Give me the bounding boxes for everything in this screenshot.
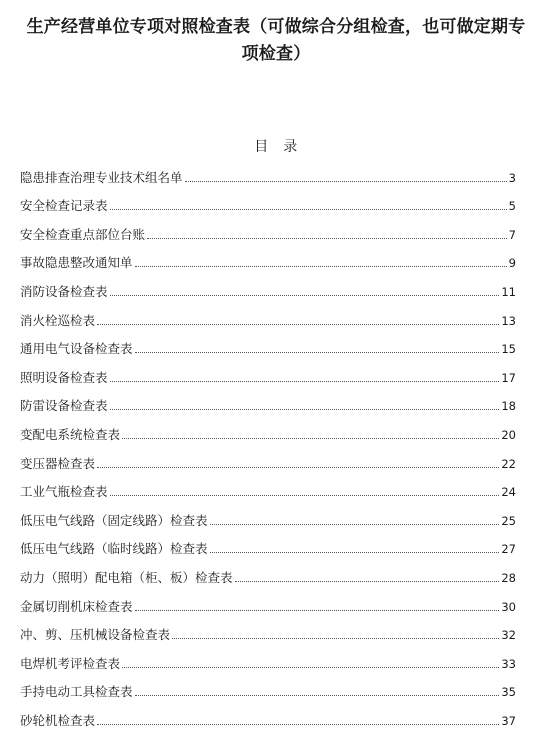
toc-entry-page-number: 24: [501, 485, 516, 500]
toc-entry-label: 动力（照明）配电箱（柜、板）检查表: [20, 569, 233, 585]
dot-leader: [185, 181, 507, 182]
document-title: 生产经营单位专项对照检查表（可做综合分组检查，也可做定期专项检查）: [26, 17, 526, 64]
toc-entry-page-number: 18: [501, 399, 516, 414]
toc-entry-page-number: 28: [501, 570, 516, 585]
toc-entry[interactable]: [20, 415, 516, 444]
toc-entry[interactable]: [20, 673, 516, 702]
toc-entry-label: 砂轮机检查表: [20, 712, 96, 728]
toc-entry-page-number: 17: [501, 370, 516, 385]
toc-entry[interactable]: [20, 501, 516, 530]
toc-entry-page-number: 27: [501, 542, 516, 557]
toc-entry-label: 事故隐患整改通知单: [20, 255, 133, 271]
toc-entry-label: 电焊机考评检查表: [20, 655, 121, 671]
toc-entry-page-number: 25: [501, 513, 516, 528]
dot-leader: [122, 667, 499, 668]
toc-entry-page-number: 7: [508, 227, 516, 242]
toc-entry-label: 通用电气设备检查表: [20, 341, 133, 357]
dot-leader: [135, 352, 500, 353]
toc-entry-page-number: 32: [501, 628, 516, 643]
dot-leader: [110, 409, 500, 410]
toc-entry-label: 安全检查记录表: [20, 198, 108, 214]
toc-entry-page-number: 15: [501, 342, 516, 357]
dot-leader: [147, 238, 507, 239]
dot-leader: [135, 695, 500, 696]
dot-leader: [172, 638, 499, 639]
toc-entry-label: 工业气瓶检查表: [20, 484, 108, 500]
dot-leader: [235, 581, 500, 582]
toc-entry[interactable]: [20, 272, 516, 301]
toc-entry-label: 安全检查重点部位台账: [20, 226, 146, 242]
dot-leader: [97, 467, 499, 468]
toc-entry[interactable]: [20, 158, 516, 187]
toc-entry-label: 低压电气线路（固定线路）检查表: [20, 512, 208, 528]
toc-entry[interactable]: [20, 387, 516, 416]
toc-entry-page-number: 37: [501, 713, 516, 728]
toc-entry[interactable]: [20, 558, 516, 587]
toc-entry[interactable]: [20, 587, 516, 616]
toc-entry[interactable]: [20, 530, 516, 559]
toc-entry-label: 冲、剪、压机械设备检查表: [20, 627, 171, 643]
toc-entry-page-number: 33: [501, 656, 516, 671]
dot-leader: [110, 495, 500, 496]
toc-entry-label: 消防设备检查表: [20, 283, 108, 299]
toc-entry-label: 变配电系统检查表: [20, 426, 121, 442]
toc-heading: 目 录: [254, 139, 298, 155]
dot-leader: [210, 524, 500, 525]
toc-entry-page-number: 9: [508, 256, 516, 271]
dot-leader: [110, 209, 507, 210]
toc-entry-label: 照明设备检查表: [20, 369, 108, 385]
toc-entry[interactable]: [20, 444, 516, 473]
toc-entry-label: 低压电气线路（临时线路）检查表: [20, 541, 208, 557]
toc-entry-page-number: 13: [501, 313, 516, 328]
toc-entry[interactable]: [20, 244, 516, 273]
toc-entry-label: 金属切削机床检查表: [20, 598, 133, 614]
toc-entry[interactable]: [20, 187, 516, 216]
dot-leader: [97, 724, 499, 725]
toc-entry-page-number: 20: [501, 427, 516, 442]
table-of-contents: [20, 158, 516, 730]
toc-entry-page-number: 5: [508, 199, 516, 214]
toc-entry[interactable]: [20, 616, 516, 645]
toc-entry[interactable]: [20, 644, 516, 673]
dot-leader: [135, 610, 500, 611]
toc-entry-page-number: 22: [501, 456, 516, 471]
dot-leader: [135, 266, 507, 267]
dot-leader: [110, 295, 500, 296]
toc-entry-label: 防雷设备检查表: [20, 398, 108, 414]
toc-entry-label: 变压器检查表: [20, 455, 96, 471]
dot-leader: [122, 438, 499, 439]
toc-entry-page-number: 30: [501, 599, 516, 614]
toc-entry[interactable]: [20, 473, 516, 502]
toc-entry-page-number: 11: [501, 284, 516, 299]
toc-entry[interactable]: [20, 330, 516, 359]
dot-leader: [210, 552, 500, 553]
toc-entry-label: 隐患排查治理专业技术组名单: [20, 169, 183, 185]
toc-entry-page-number: 3: [508, 170, 516, 185]
toc-entry[interactable]: [20, 215, 516, 244]
toc-entry-label: 消火栓巡检表: [20, 312, 96, 328]
toc-entry-page-number: 35: [501, 685, 516, 700]
toc-entry[interactable]: [20, 301, 516, 330]
dot-leader: [97, 324, 499, 325]
toc-entry[interactable]: [20, 358, 516, 387]
dot-leader: [110, 381, 500, 382]
toc-entry-label: 手持电动工具检查表: [20, 684, 133, 700]
toc-entry[interactable]: [20, 701, 516, 730]
